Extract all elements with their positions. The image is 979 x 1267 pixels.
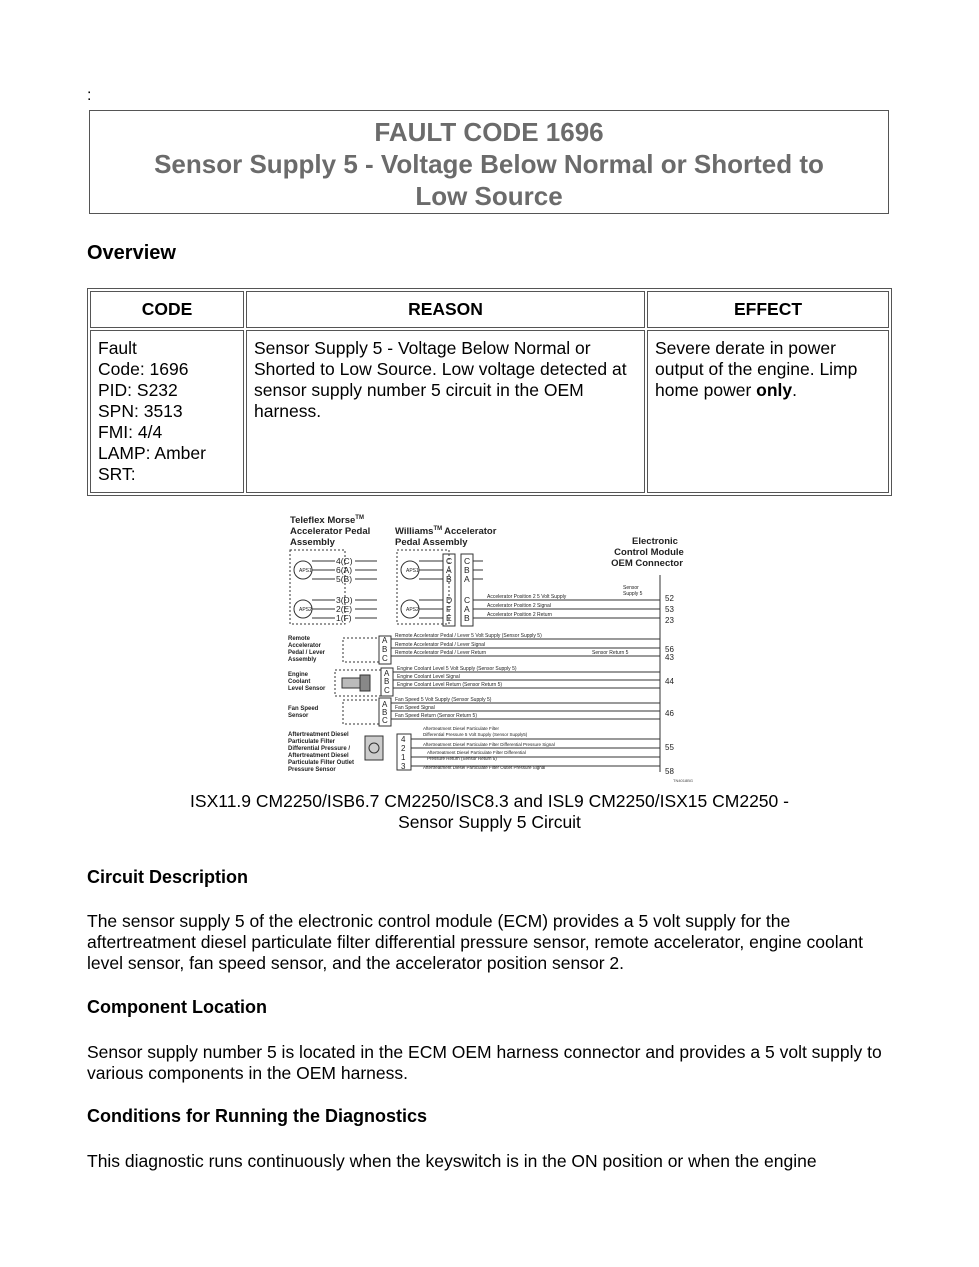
coolant-wire-label: Engine Coolant Level Return (Sensor Return 5) [397,682,503,688]
ecm-label-2: Control Module [614,547,684,558]
dpf-label: Aftertreatment Diesel [288,732,349,738]
fault-overview-table [87,288,892,496]
teleflex-tm: TM [355,515,364,521]
fan-wire-label: Fan Speed Signal [395,705,435,711]
coolant-pin: B [384,677,390,686]
williams-pin: A [464,574,470,584]
williams-label-2: Accelerator [444,526,497,537]
coolant-wire-label: Engine Coolant Level Signal [397,674,460,680]
williams-pin: C [446,556,453,566]
dpf-wire-label: Aftertreatment Diesel Particulate Filter Differential Pressure Signal [423,742,555,747]
table-row [90,330,889,493]
overview-heading: Overview [87,242,176,264]
remote-pin: B [382,645,388,654]
fan-label: Sensor [288,713,309,719]
dpf-pin: 4 [401,735,406,744]
coolant-label: Coolant [288,679,311,685]
aps1-williams-label: APS1 [406,568,419,574]
aps-wire-label: Accelerator Position 2 Signal [487,603,551,609]
fault-code-title-box [89,110,889,214]
coolant-pin: A [384,669,390,678]
diagram-ref-code: TN4018BG [673,778,694,783]
code-line: FMI: 4/4 [98,422,163,442]
ecm-pin: 56 [665,645,674,654]
ecm-label-1: Electronic [632,536,678,547]
williams-pin: E [446,613,452,623]
dpf-label: Differential Pressure / [288,746,351,752]
dpf-wire-label: Aftertreatment Diesel Particulate Filter Outlet Pressure Signal [423,765,546,770]
sensor-supply-label-2: Supply 5 [623,591,643,597]
component-location-heading: Component Location [87,997,267,1017]
code-line: PID: S232 [98,380,178,400]
fan-pin: B [382,708,388,717]
fault-code-subtitle-line1: Sensor Supply 5 - Voltage Below Normal or Shorted to [154,149,824,179]
aps1-label: APS1 [299,568,312,574]
effect-cell [647,330,889,493]
ecm-label-3: OEM Connector [611,558,683,569]
fan-label: Fan Speed [288,706,319,712]
conditions-heading: Conditions for Running the Diagnostics [87,1106,427,1126]
reason-cell: Sensor Supply 5 - Voltage Below Normal or Shorted to Low Source. Low voltage detected at sensor supply number 5 circuit in the OEM harness. [246,330,645,493]
effect-suffix: . [792,380,798,400]
teleflex-pin: 1(F) [336,613,352,623]
williams-pin: F [446,604,452,614]
header-code: CODE [90,291,244,328]
teleflex-pin: 6(A) [336,565,353,575]
dpf-label: Pressure Sensor [288,767,336,773]
teleflex-pin: 2(E) [336,604,353,614]
remote-label: Assembly [288,657,317,663]
aps2-label: APS2 [299,607,312,613]
remote-pin: C [382,654,388,663]
effect-bold-text: only [756,380,793,400]
ecm-pin: 53 [665,605,674,614]
williams-pin: A [464,604,470,614]
header-effect: EFFECT [647,291,889,328]
williams-tm: TM [433,526,443,532]
code-line: SRT: [98,464,136,484]
teleflex-label-1: Teleflex Morse [290,515,356,526]
figure-caption-line1: ISX11.9 CM2250/ISB6.7 CM2250/ISC8.3 and ISL9 CM2250/ISX15 CM2250 - [190,791,789,811]
effect-text: Severe derate in power output of the engine. Limp home power [655,338,858,400]
fan-wire-label: Fan Speed Return (Sensor Return 5) [395,713,477,719]
remote-label: Pedal / Lever [288,650,326,656]
remote-wire-label: Remote Accelerator Pedal / Lever 5 Volt Supply (Sensor Supply 5) [395,633,542,639]
williams-pin: B [446,574,452,584]
code-line: Code: 1696 [98,359,189,379]
williams-label-1: Williams [395,526,434,537]
williams-pin: B [464,565,470,575]
coolant-label: Level Sensor [288,686,326,692]
fan-wire-label: Fan Speed 5 Volt Supply (Sensor Supply 5) [395,697,492,703]
page-marker: : [87,87,92,104]
figure-caption [87,791,892,833]
code-line: SPN: 3513 [98,401,183,421]
aps2-williams-label: APS2 [406,607,419,613]
dpf-label: Particulate Filter Outlet [288,760,355,766]
williams-pin: C [464,595,471,605]
dpf-pin: 2 [401,744,406,753]
fault-code-subtitle-line2: Low Source [415,181,563,211]
dpf-pin: 3 [401,762,406,771]
remote-wire-label: Remote Accelerator Pedal / Lever Return [395,650,487,656]
ecm-pin: 44 [665,677,674,686]
header-reason: REASON [246,291,645,328]
williams-pin: B [464,613,470,623]
teleflex-label-2: Accelerator Pedal [290,526,371,537]
dpf-label: Aftertreatment Diesel [288,753,349,759]
williams-pin: A [446,565,452,575]
fault-code-title: FAULT CODE 1696 [374,117,604,147]
aps-wire-label: Accelerator Position 2 5 Volt Supply [487,594,567,600]
dpf-wire-label: Aftertreatment Diesel Particulate Filter [423,726,500,731]
circuit-description-heading: Circuit Description [87,867,249,887]
coolant-wire-label: Engine Coolant Level 5 Volt Supply (Sensor Supply 5) [397,666,517,672]
remote-label: Remote [288,636,311,642]
dpf-label: Particulate Filter [288,739,336,745]
aps-wire-label: Accelerator Position 2 Return [487,612,553,618]
ecm-pin: 58 [665,767,674,776]
code-cell [90,330,244,493]
sensor-return-label: Sensor Return 5 [592,650,629,656]
teleflex-label-3: Assembly [290,537,335,548]
circuit-description-text: The sensor supply 5 of the electronic control module (ECM) provides a 5 volt supply for the aftertreatment diesel particulate filter differential pressure sensor, remote accelerator, engine coolant level sensor, fan speed sensor, and the accelerator position sensor 2. [87,911,863,973]
ecm-pin: 55 [665,743,674,752]
fan-pin: A [382,700,388,709]
svg-text:Teleflex MorseTM [290,515,364,526]
table-header-row [90,291,889,328]
ecm-pin: 46 [665,709,674,718]
ecm-pin: 52 [665,594,674,603]
teleflex-pin: 4(C) [336,556,353,566]
code-line: Fault [98,338,137,358]
dpf-wire-label: Differential Pressure 5 Volt Supply (Sensor Supply5) [423,732,528,737]
coolant-label: Engine [288,672,309,678]
conditions-text: This diagnostic runs continuously when the keyswitch is in the ON position or when the engine [87,1151,817,1171]
svg-text:WilliamsTMAccelerator [395,526,497,537]
remote-label: Accelerator [288,643,322,649]
teleflex-pin: 5(B) [336,574,353,584]
remote-wire-label: Remote Accelerator Pedal / Lever Signal [395,642,486,648]
fan-pin: C [382,716,388,725]
code-line: LAMP: Amber [98,443,206,463]
ecm-pin: 23 [665,616,674,625]
williams-pin: C [464,556,471,566]
remote-pin: A [382,636,388,645]
williams-label-3: Pedal Assembly [395,537,468,548]
dpf-wire-label: Pressure Return (Sensor Return 5) [427,756,497,761]
sensor-supply-label-1: Sensor [623,585,639,591]
ecm-pin: 43 [665,653,674,662]
sensor-supply-5-circuit-diagram [287,510,694,783]
teleflex-pin: 3(D) [336,595,353,605]
coolant-pin: C [384,686,390,695]
component-location-text: Sensor supply number 5 is located in the ECM OEM harness connector and provides a 5 volt supply to various components in the OEM harness. [87,1042,882,1083]
williams-pin: D [446,595,453,605]
figure-caption-line2: Sensor Supply 5 Circuit [398,812,581,832]
dpf-pin: 1 [401,753,406,762]
dpf-wire-label: Aftertreatment Diesel Particulate Filter Differential [427,750,526,755]
